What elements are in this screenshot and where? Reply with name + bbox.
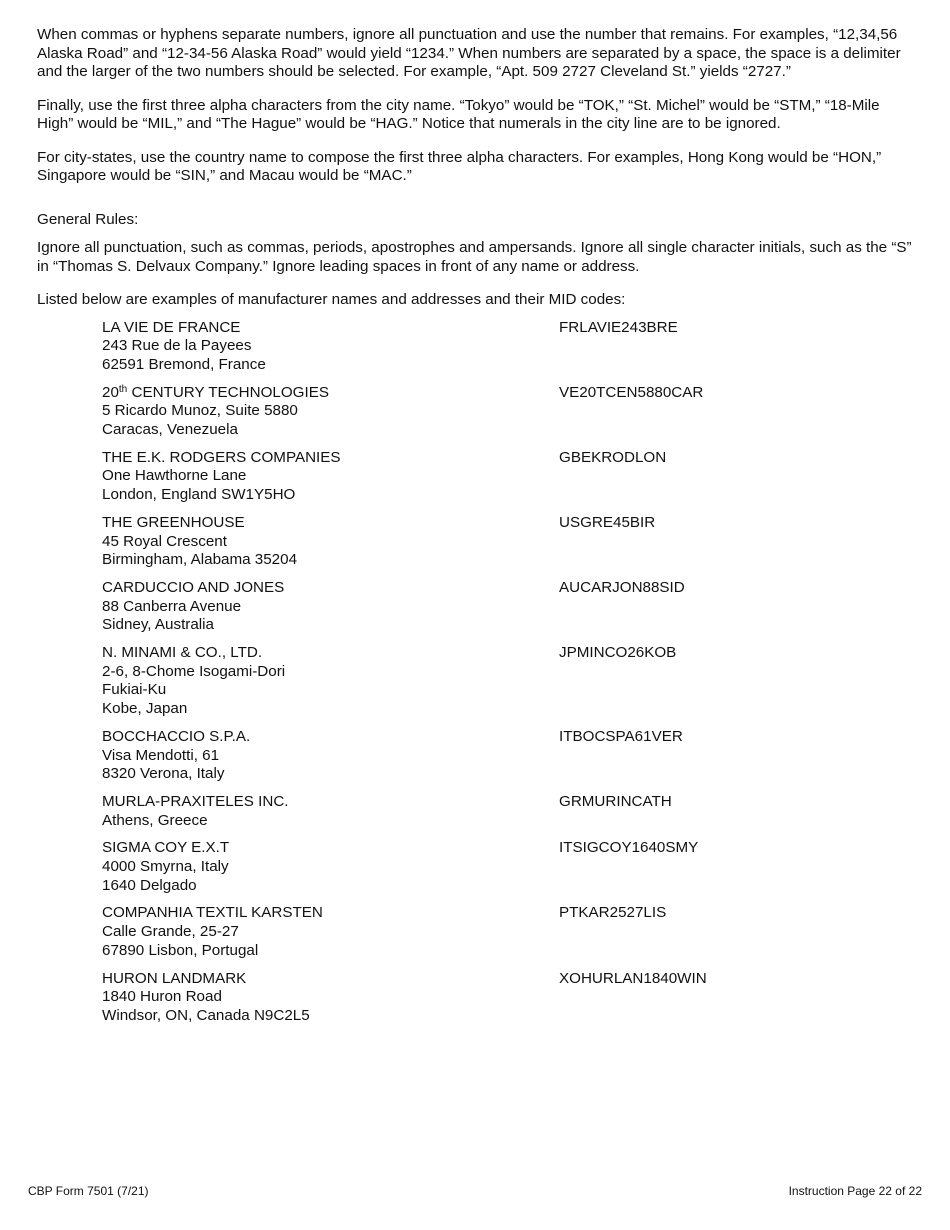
manufacturer-address <box>102 793 559 830</box>
manufacturer-name: THE GREENHOUSE <box>102 513 245 531</box>
address-line: Birmingham, Alabama 35204 <box>102 551 298 569</box>
mid-code: USGRE45BIR <box>559 513 656 531</box>
address-line: Calle Grande, 25-27 <box>102 923 239 941</box>
address-line: Athens, Greece <box>102 811 208 829</box>
address-line: 5 Ricardo Munoz, Suite 5880 <box>102 402 298 420</box>
example-entry <box>102 839 917 895</box>
address-line: 67890 Lisbon, Portugal <box>102 941 259 959</box>
manufacturer-address <box>102 319 559 375</box>
mid-code: GRMURINCATH <box>559 792 672 810</box>
example-entry <box>102 793 917 830</box>
manufacturer-address <box>102 728 559 784</box>
paragraph-city-states: For city-states, use the country name to compose the first three alpha characters. For examples, Hong Kong would be “HON,” Singapore would be “SIN,” and Macau would be “MAC.” <box>37 148 882 184</box>
mid-code: FRLAVIE243BRE <box>559 318 678 336</box>
manufacturer-address <box>102 970 559 1026</box>
example-entry <box>102 904 917 960</box>
page-number: Instruction Page 22 of 22 <box>788 1184 922 1198</box>
paragraph-number-punctuation: When commas or hyphens separate numbers, ignore all punctuation and use the number that remains. For examples, “12,34,56 Alaska Road” and “12-34-56 Alaska Road” would yield “1234.” When numbers are separated by a space, the space is a delimiter and the larger of the two numbers should be selected. For example, “Apt. 509 2727 Cleveland St.” yields “2727.” <box>37 26 901 80</box>
manufacturer-address <box>102 579 559 635</box>
address-line: 62591 Bremond, France <box>102 355 266 373</box>
manufacturer-name: THE E.K. RODGERS COMPANIES <box>102 448 341 466</box>
example-entry <box>102 579 917 635</box>
manufacturer-address <box>102 839 559 895</box>
mid-code: XOHURLAN1840WIN <box>559 969 707 987</box>
address-line: 1840 Huron Road <box>102 988 222 1006</box>
mid-code: JPMINCO26KOB <box>559 644 677 662</box>
example-entry <box>102 728 917 784</box>
manufacturer-address <box>102 644 559 719</box>
address-line: 8320 Verona, Italy <box>102 765 225 783</box>
mid-code: GBEKRODLON <box>559 448 667 466</box>
example-entry <box>102 514 917 570</box>
mid-code: VE20TCEN5880CAR <box>559 383 704 401</box>
form-id: CBP Form 7501 (7/21) <box>28 1184 149 1198</box>
example-entry <box>102 384 917 440</box>
example-entry <box>102 449 917 505</box>
manufacturer-name: COMPANHIA TEXTIL KARSTEN <box>102 904 323 922</box>
address-line: 2-6, 8-Chome Isogami-Dori <box>102 662 286 680</box>
address-line: Caracas, Venezuela <box>102 421 238 439</box>
manufacturer-address <box>102 384 559 440</box>
address-line: 4000 Smyrna, Italy <box>102 858 229 876</box>
address-line: 243 Rue de la Payees <box>102 337 252 355</box>
page-footer <box>28 1184 922 1198</box>
manufacturer-address <box>102 904 559 960</box>
examples-intro: Listed below are examples of manufacturer names and addresses and their MID codes: <box>37 291 626 308</box>
address-line: One Hawthorne Lane <box>102 467 247 485</box>
address-line: Sidney, Australia <box>102 616 214 634</box>
address-line: Fukiai-Ku <box>102 681 167 699</box>
manufacturer-name <box>102 384 559 403</box>
paragraph-city-characters: Finally, use the first three alpha characters from the city name. “Tokyo” would be “TOK,” “St. Michel” would be “STM,” “18-Mile High” would be “MIL,” and “The Hague” would be “HAG.” Notice that numerals in the city line are to be ignored. <box>37 96 880 132</box>
mid-code: PTKAR2527LIS <box>559 904 667 922</box>
address-line: Visa Mendotti, 61 <box>102 746 220 764</box>
example-entry <box>102 970 917 1026</box>
mid-code: ITSIGCOY1640SMY <box>559 839 699 857</box>
address-line: Kobe, Japan <box>102 700 188 718</box>
mid-code: AUCARJON88SID <box>559 578 685 596</box>
address-line: 88 Canberra Avenue <box>102 597 242 615</box>
document-body <box>37 26 917 1035</box>
address-line: 45 Royal Crescent <box>102 532 227 550</box>
general-rules-heading: General Rules: <box>37 210 139 228</box>
address-line: 1640 Delgado <box>102 876 197 894</box>
mid-code: ITBOCSPA61VER <box>559 727 683 745</box>
manufacturer-name: LA VIE DE FRANCE <box>102 318 241 336</box>
ordinal-suffix: th <box>118 383 128 395</box>
manufacturer-name: HURON LANDMARK <box>102 969 247 987</box>
name-rest: CENTURY TECHNOLOGIES <box>127 383 329 401</box>
example-entry <box>102 319 917 375</box>
manufacturer-address <box>102 449 559 505</box>
example-entry <box>102 644 917 719</box>
mid-examples-list <box>37 319 917 1026</box>
name-prefix: 20 <box>102 383 119 401</box>
manufacturer-name: N. MINAMI & CO., LTD. <box>102 644 263 662</box>
manufacturer-name: SIGMA COY E.X.T <box>102 839 230 857</box>
address-line: Windsor, ON, Canada N9C2L5 <box>102 1007 310 1024</box>
manufacturer-name: BOCCHACCIO S.P.A. <box>102 727 251 745</box>
manufacturer-address <box>102 514 559 570</box>
manufacturer-name: MURLA-PRAXITELES INC. <box>102 792 289 810</box>
address-line: London, England SW1Y5HO <box>102 486 296 504</box>
manufacturer-name: CARDUCCIO AND JONES <box>102 578 285 596</box>
general-rules-text: Ignore all punctuation, such as commas, periods, apostrophes and ampersands. Ignore all single character initials, such as the “S” in “Thomas S. Delvaux Company.” Ignore leading spaces in front of any name or address. <box>37 239 912 275</box>
